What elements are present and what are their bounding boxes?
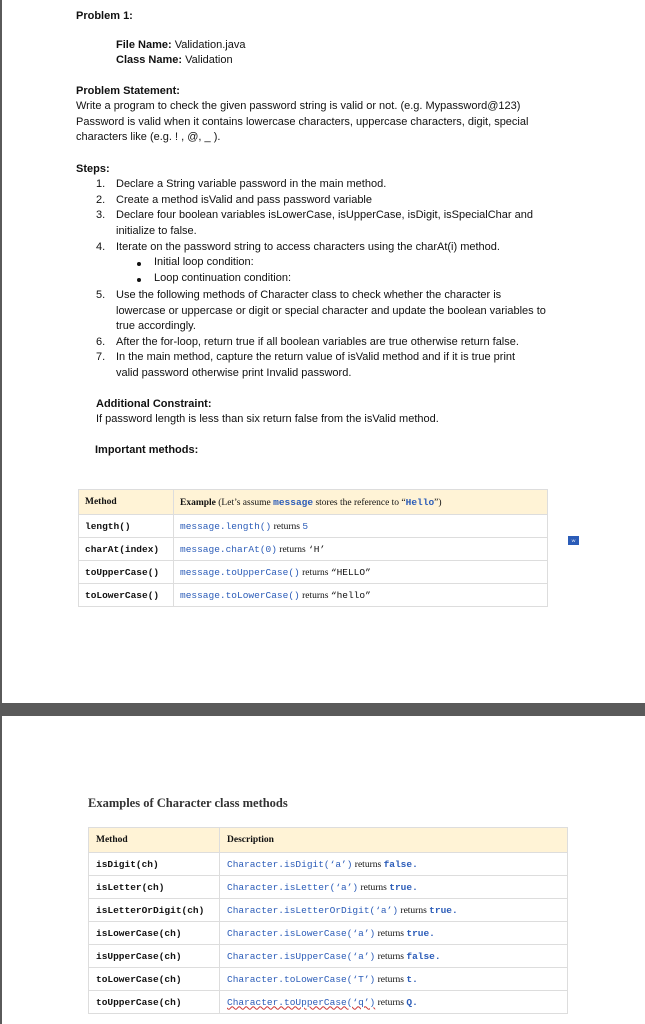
header-example-text: stores the reference to “ [313,497,406,508]
step-number: 6. [96,336,106,348]
method-name: isLetterOrDigit(ch) [89,899,220,922]
example-returns: returns [375,974,407,985]
character-methods-table [88,827,568,1014]
method-name: isLowerCase(ch) [89,922,220,945]
example-code: Character.toUpperCase(‘q’) [227,996,376,1008]
method-name: length() [79,515,174,538]
example-result: ‘H’ [308,543,326,555]
example-returns: returns [375,997,407,1008]
method-description [220,991,568,1014]
class-name-line [116,53,233,69]
step-number: 4. [96,241,106,253]
example-result: 5 [302,520,309,532]
methods-table [78,489,548,607]
example-returns: returns [398,905,430,916]
table-row [79,584,548,607]
header-example [174,490,548,515]
example-returns: returns [299,567,331,578]
step-text: true accordingly. [116,320,196,332]
example-result: Q. [406,996,418,1008]
step-text: valid password otherwise print Invalid password. [116,367,352,379]
example-result: false. [406,950,441,962]
constraint-text: If password length is less than six return false from the isValid method. [96,413,439,425]
example-result: “HELLO” [330,566,371,578]
side-tag-icon[interactable]: W [568,536,579,545]
example-result: “hello” [330,589,371,601]
example-result: t. [406,973,418,985]
bullet-icon [137,278,141,282]
example-code: Character.isUpperCase(‘a’) [227,950,376,962]
header-method: Method [79,490,174,515]
header-example-text: (Let’s assume [215,497,274,508]
step-text: initialize to false. [116,225,197,237]
statement-line: Password is valid when it contains lowercase characters, uppercase characters, digit, special [76,116,529,128]
important-methods-heading: Important methods: [95,444,199,456]
method-example [174,538,548,561]
step-number: 2. [96,194,106,206]
constraint-heading: Additional Constraint: [96,398,212,410]
example-code: message.toLowerCase() [180,589,300,601]
step-text: After the for-loop, return true if all boolean variables are true otherwise return false. [116,336,519,348]
example-result: true. [429,904,458,916]
method-description [220,899,568,922]
step-number: 5. [96,289,106,301]
bullet-text: Initial loop condition: [154,256,254,268]
method-description [220,922,568,945]
table-row [89,968,568,991]
table-row [79,538,548,561]
class-name-value: Validation [185,54,233,66]
bullet-icon [137,262,141,266]
example-code: Character.isLetter(‘a’) [227,881,359,893]
example-returns: returns [276,544,309,555]
example-code: Character.isDigit(‘a’) [227,858,353,870]
method-example [174,515,548,538]
method-example [174,561,548,584]
example-code: message.length() [180,520,272,532]
step-text: Declare four boolean variables isLowerCase, isUpperCase, isDigit, isSpecialChar and [116,209,533,221]
method-description [220,876,568,899]
table-row [89,853,568,876]
statement-line: Write a program to check the given password string is valid or not. (e.g. Mypassword@123) [76,100,521,112]
statement-heading: Problem Statement: [76,85,180,97]
step-text: Create a method isValid and pass password variable [116,194,372,206]
file-name-label: File Name: [116,39,172,51]
example-code: message.charAt(0) [180,543,277,555]
example-result: false. [383,858,418,870]
example-returns: returns [375,951,407,962]
method-name: toUpperCase(ch) [89,991,220,1014]
method-name: isLetter(ch) [89,876,220,899]
method-name: isUpperCase(ch) [89,945,220,968]
method-description [220,945,568,968]
bullet-text: Loop continuation condition: [154,272,291,284]
statement-line: characters like (e.g. ! , @, _ ). [76,131,221,143]
step-text: In the main method, capture the return value of isValid method and if it is true print [116,351,516,363]
header-method: Method [89,828,220,853]
table-header-row [79,490,548,515]
header-example-literal: Hello [405,496,435,508]
method-name: isDigit(ch) [89,853,220,876]
method-example [174,584,548,607]
method-name: toLowerCase(ch) [89,968,220,991]
table-row [79,561,548,584]
table-row [89,899,568,922]
step-text: Iterate on the password string to access characters using the charAt(i) method. [116,241,500,253]
document-page-2 [2,716,645,1024]
step-number: 7. [96,351,106,363]
example-returns: returns [375,928,407,939]
class-name-label: Class Name: [116,54,183,66]
example-returns: returns [358,882,390,893]
problem-title: Problem 1: [76,10,133,22]
table-header-row [89,828,568,853]
example-result: true. [389,881,418,893]
step-text: Declare a String variable password in the main method. [116,178,387,190]
table-row [79,515,548,538]
example-returns: returns [299,590,331,601]
method-name: toUpperCase() [79,561,174,584]
method-name: charAt(index) [79,538,174,561]
example-code: message.toUpperCase() [180,566,300,578]
example-code: Character.isLetterOrDigit(‘a’) [227,904,399,916]
step-number: 3. [96,209,106,221]
file-name-value: Validation.java [174,39,246,51]
example-code: Character.isLowerCase(‘a’) [227,927,376,939]
method-description [220,968,568,991]
method-name: toLowerCase() [79,584,174,607]
header-example-text: ”) [434,497,442,508]
step-number: 1. [96,178,106,190]
table-row [89,991,568,1014]
step-text: Use the following methods of Character class to check whether the character is [116,289,502,301]
example-code: Character.toLowerCase(‘T’) [227,973,376,985]
table-row [89,876,568,899]
method-description [220,853,568,876]
example-result: true. [406,927,435,939]
header-description: Description [220,828,568,853]
char-section-title: Examples of Character class methods [88,796,288,810]
steps-heading: Steps: [76,163,110,175]
example-returns: returns [352,859,384,870]
example-returns: returns [271,521,303,532]
file-name-line [116,38,245,54]
table-row [89,945,568,968]
table-row [89,922,568,945]
step-text: lowercase or uppercase or digit or special character and update the boolean variables to [116,305,546,317]
header-example-code: message [273,496,314,508]
document-page-1 [2,0,645,703]
header-example-label: Example [180,497,216,508]
